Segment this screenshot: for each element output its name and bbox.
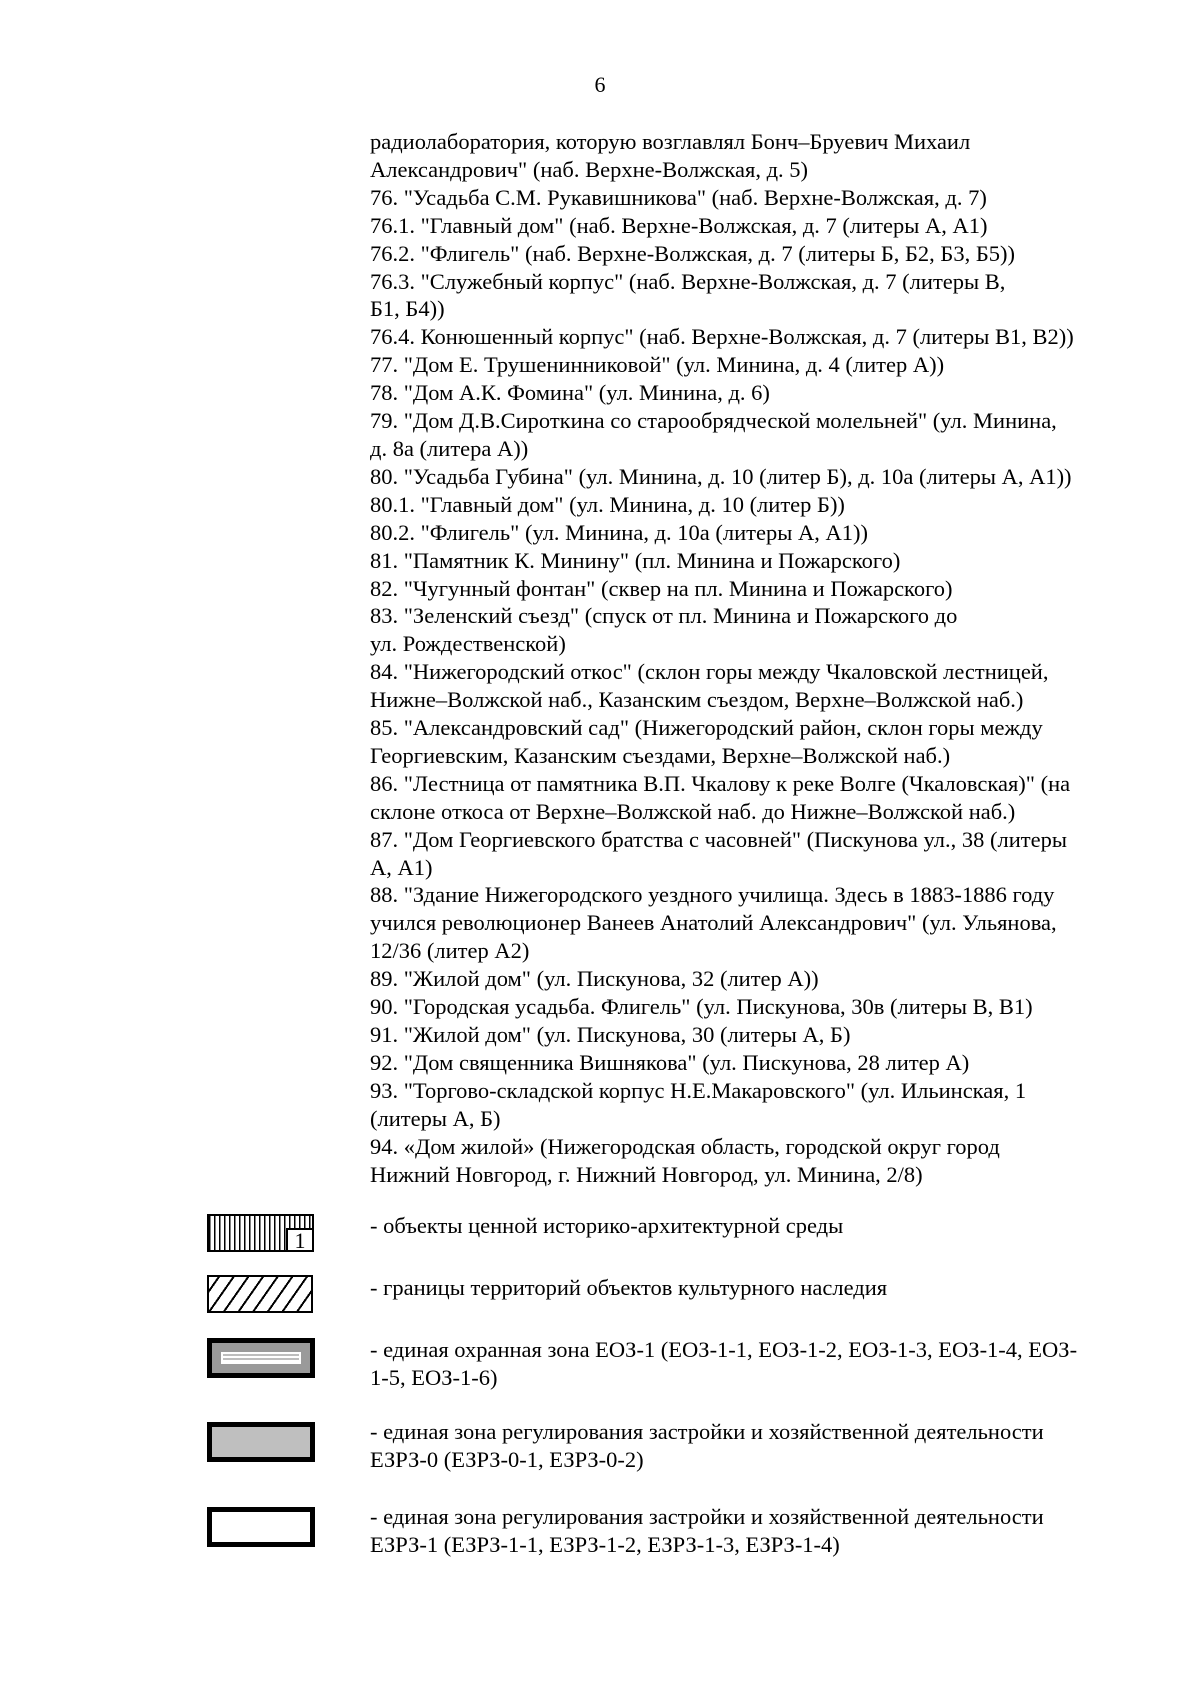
list-line: Нижний Новгород, г. Нижний Новгород, ул. Минина, 2/8): [370, 1161, 923, 1187]
list-line: 92. "Дом священника Вишнякова" (ул. Пискунова, 28 литер А): [370, 1049, 970, 1075]
legend-text-line: ЕЗРЗ-1 (ЕЗРЗ-1-1, ЕЗРЗ-1-2, ЕЗРЗ-1-3, ЕЗРЗ-1-4): [370, 1532, 840, 1557]
list-line: 89. "Жилой дом" (ул. Пискунова, 32 (литер А)): [370, 966, 819, 992]
list-line: 83. "Зеленский съезд" (спуск от пл. Минина и Пожарского до: [370, 603, 958, 629]
list-line: Александрович" (наб. Верхне-Волжская, д. 5): [370, 156, 809, 182]
list-line: 91. "Жилой дом" (ул. Пискунова, 30 (литеры А, Б): [370, 1022, 851, 1047]
symbol-number: 1: [286, 1228, 314, 1252]
list-line: 76.1. "Главный дом" (наб. Верхне-Волжская, д. 7 (литеры А, А1): [370, 212, 988, 238]
list-line: 85. "Александровский сад" (Нижегородский район, склон горы между: [370, 715, 1043, 741]
list-line: ул. Рождественской): [370, 631, 566, 657]
list-line: 86. "Лестница от памятника В.П. Чкалову к реке Волге (Чкаловская)" (на: [370, 770, 1071, 796]
list-line: 12/36 (литер А2): [370, 938, 530, 964]
list-line: склоне откоса от Верхне–Волжской наб. до Нижне–Волжской наб.): [370, 798, 1016, 824]
list-line: 80.2. "Флигель" (ул. Минина, д. 10а (литеры А, А1)): [370, 519, 868, 545]
gray-zone-symbol-icon: [207, 1422, 315, 1462]
legend-text-line: - единая зона регулирования застройки и хозяйственной деятельности: [370, 1504, 1044, 1529]
list-line: 84. "Нижегородский откос" (склон горы между Чкаловской лестницей,: [370, 659, 1049, 685]
legend-text-line: ЕЗРЗ-0 (ЕЗРЗ-0-1, ЕЗРЗ-0-2): [370, 1447, 644, 1472]
vertical-hatch-symbol-icon: [207, 1214, 314, 1252]
list-line: 81. "Памятник К. Минину" (пл. Минина и Пожарского): [370, 547, 901, 573]
list-line: 78. "Дом А.К. Фомина" (ул. Минина, д. 6): [370, 380, 770, 406]
list-line: 76.3. "Служебный корпус" (наб. Верхне-Волжская, д. 7 (литеры В,: [370, 268, 1006, 294]
list-line: 93. "Торгово-складской корпус Н.Е.Макаровского" (ул. Ильинская, 1: [370, 1077, 1027, 1103]
page-number: 6: [594, 72, 606, 97]
legend-text-block: [370, 1503, 1140, 1559]
list-line: учился революционер Ванеев Анатолий Александрович" (ул. Ульянова,: [370, 910, 1057, 936]
heritage-objects-list: [370, 128, 1140, 1188]
legend-text: - объекты ценной историко-архитектурной среды: [370, 1213, 844, 1238]
list-line: 94. «Дом жилой» (Нижегородская область, городской округ город: [370, 1133, 1000, 1159]
list-line: 80.1. "Главный дом" (ул. Минина, д. 10 (литер Б)): [370, 491, 845, 517]
protection-zone-symbol-icon: [207, 1338, 315, 1378]
list-line: 88. "Здание Нижегородского уездного училища. Здесь в 1883-1886 году: [370, 882, 1055, 908]
legend-text-line: 1-5, ЕОЗ-1-6): [370, 1365, 498, 1390]
list-line: (литеры А, Б): [370, 1105, 501, 1131]
diagonal-hatch-symbol-icon: [207, 1275, 313, 1313]
list-line: 76.2. "Флигель" (наб. Верхне-Волжская, д. 7 (литеры Б, Б2, Б3, Б5)): [370, 240, 1015, 266]
list-line: 77. "Дом Е. Трушенинниковой" (ул. Минина, д. 4 (литер А)): [370, 352, 945, 378]
protection-zone-pattern: [221, 1352, 301, 1364]
list-line: 90. "Городская усадьба. Флигель" (ул. Пискунова, 30в (литеры В, В1): [370, 994, 1033, 1020]
legend-text: - границы территорий объектов культурного наследия: [370, 1275, 888, 1300]
list-line: 76.4. Конюшенный корпус" (наб. Верхне-Волжская, д. 7 (литеры В1, В2)): [370, 324, 1074, 350]
legend-text-block: [370, 1418, 1140, 1474]
list-line: 76. "Усадьба С.М. Рукавишникова" (наб. Верхне-Волжская, д. 7): [370, 184, 987, 210]
list-line: 87. "Дом Георгиевского братства с часовней" (Пискунова ул., 38 (литеры: [370, 826, 1067, 852]
legend-text-line: - единая охранная зона ЕОЗ-1 (ЕОЗ-1-1, ЕОЗ-1-2, ЕОЗ-1-3, ЕОЗ-1-4, ЕОЗ-: [370, 1337, 1078, 1362]
legend-text-line: - единая зона регулирования застройки и хозяйственной деятельности: [370, 1419, 1044, 1444]
list-line: 79. "Дом Д.В.Сироткина со старообрядческой молельней" (ул. Минина,: [370, 408, 1057, 434]
list-line: радиолаборатория, которую возглавлял Бонч–Бруевич Михаил: [370, 129, 971, 154]
list-line: А, А1): [370, 854, 433, 880]
list-line: д. 8а (литера А)): [370, 435, 529, 461]
white-zone-symbol-icon: [207, 1507, 315, 1547]
list-line: Георгиевским, Казанским съездами, Верхне–Волжской наб.): [370, 742, 951, 768]
list-line: Нижне–Волжской наб., Казанским съездом, Верхне–Волжской наб.): [370, 687, 1024, 713]
list-line: Б1, Б4)): [370, 296, 445, 322]
list-line: 80. "Усадьба Губина" (ул. Минина, д. 10 (литер Б), д. 10а (литеры А, А1)): [370, 463, 1072, 489]
list-line: 82. "Чугунный фонтан" (сквер на пл. Минина и Пожарского): [370, 575, 953, 601]
legend-text-block: [370, 1336, 1140, 1392]
